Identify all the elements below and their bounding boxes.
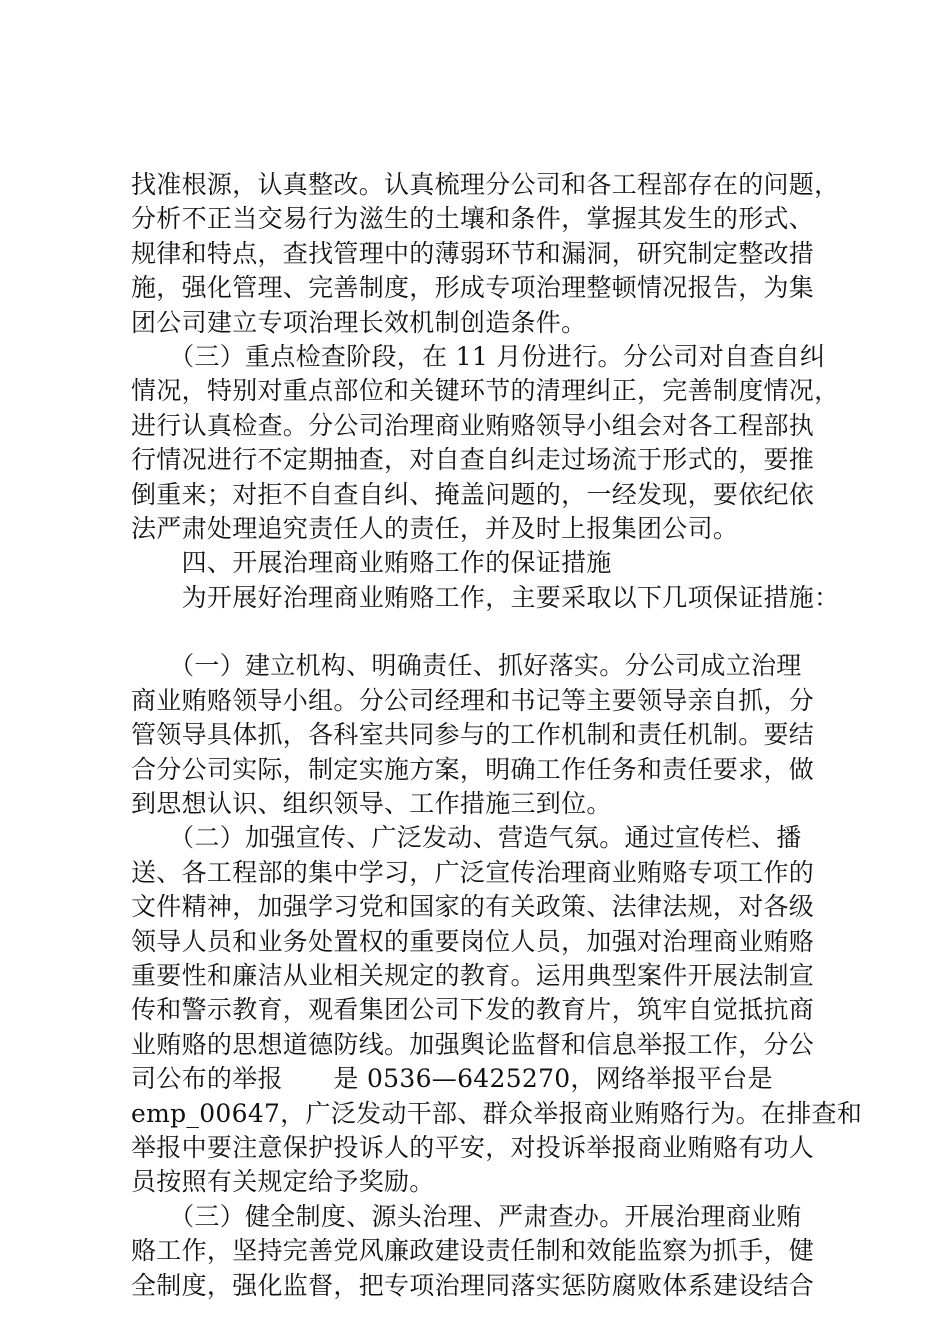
section-heading: 四、开展治理商业贿赂工作的保证措施 [131,548,612,578]
text-line: 进行认真检查。分公司治理商业贿赂领导小组会对各工程部执 [131,410,815,440]
text-line: （三）重点检查阶段，在 11 月份进行。分公司对自查自纠 [131,341,826,371]
blank-line [131,615,831,649]
text-line: 团公司建立专项治理长效机制创造条件。 [131,307,587,337]
text-line: 法严肃处理追究责任人的责任，并及时上报集团公司。 [131,513,739,543]
document-body [131,168,863,1303]
text-line: 规律和特点，查找管理中的薄弱环节和漏洞，研究制定整改措 [131,238,815,268]
text-line: 行情况进行不定期抽查，对自查自纠走过场流于形式的，要推 [131,445,815,475]
text-line: 情况，特别对重点部位和关键环节的清理纠正，完善制度情况， [131,376,840,406]
text-line: 重要性和廉洁从业相关规定的教育。运用典型案件开展法制宣 [131,960,815,990]
text-line: 司公布的举报 是 0536—6425270，网络举报平台是 [131,1064,773,1094]
text-line: 全制度，强化监督，把专项治理同落实惩防腐败体系建设结合 [131,1270,815,1300]
text-line: 合分公司实际，制定实施方案，明确工作任务和责任要求，做 [131,754,815,784]
text-line: 商业贿赂领导小组。分公司经理和书记等主要领导亲自抓，分 [131,685,815,715]
text-line: 为开展好治理商业贿赂工作，主要采取以下几项保证措施： [131,582,840,612]
text-line: （三）健全制度、源头治理、严肃查办。开展治理商业贿 [131,1201,802,1231]
text-line: 业贿赂的思想道德防线。加强舆论监督和信息举报工作，分公 [131,1029,815,1059]
text-line: 倒重来；对拒不自查自纠、掩盖问题的，一经发现，要依纪依 [131,479,815,509]
text-line: 管领导具体抓，各科室共同参与的工作机制和责任机制。要结 [131,720,815,750]
text-line: （一）建立机构、明确责任、抓好落实。分公司成立治理 [131,651,802,681]
text-line: emp_00647，广泛发动干部、群众举报商业贿赂行为。在排查和 [131,1098,863,1128]
text-line: 到思想认识、组织领导、工作措施三到位。 [131,789,612,819]
text-line: 文件精神，加强学习党和国家的有关政策、法律法规，对各级 [131,892,815,922]
text-line: 分析不正当交易行为滋生的土壤和条件，掌握其发生的形式、 [131,204,815,234]
text-line: 施，强化管理、完善制度，形成专项治理整顿情况报告，为集 [131,273,815,303]
text-line: 找准根源，认真整改。认真梳理分公司和各工程部存在的问题， [131,170,840,199]
text-line: 领导人员和业务处置权的重要岗位人员，加强对治理商业贿赂 [131,926,815,956]
text-line: 传和警示教育，观看集团公司下发的教育片，筑牢自觉抵抗商 [131,995,815,1025]
text-line: 赂工作，坚持完善党风廉政建设责任制和效能监察为抓手，健 [131,1236,815,1266]
text-line: 员按照有关规定给予奖励。 [131,1167,435,1197]
text-line: （二）加强宣传、广泛发动、营造气氛。通过宣传栏、播 [131,823,802,853]
text-line: 送、各工程部的集中学习，广泛宣传治理商业贿赂专项工作的 [131,857,815,887]
text-line: 举报中要注意保护投诉人的平安，对投诉举报商业贿赂有功人 [131,1132,815,1162]
